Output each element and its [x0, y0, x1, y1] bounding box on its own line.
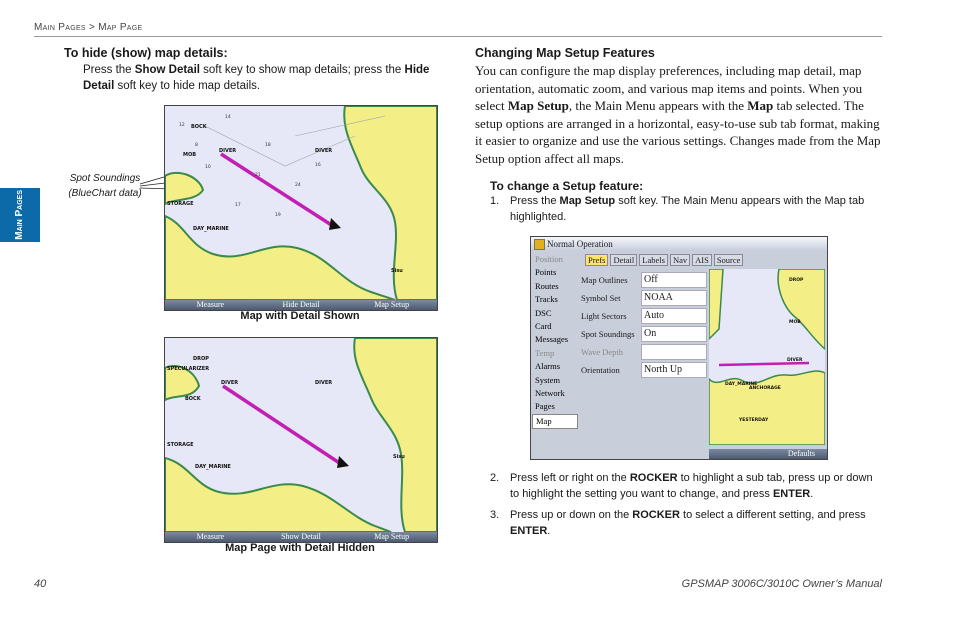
tab-detail[interactable]: Detail	[610, 254, 637, 266]
svg-text:DROP: DROP	[193, 356, 209, 362]
menu-item-system[interactable]: System	[535, 374, 561, 385]
side-tab-label: Main Pages	[14, 190, 25, 240]
map1-caption: Map with Detail Shown	[240, 310, 360, 322]
svg-text:BOCK: BOCK	[191, 124, 207, 130]
setup-intro-paragraph: You can configure the map display preferences, including map detail, map orientation, automatic zoom, and various map items and points. When you select Map Setup, the Main Menu appears with the Map tab selected. The setup options are arranged in a horizontal, easy-to-use sub tab format, making it easier to organize and use the various settings. Changes made from the Map Setup option affect all maps.	[475, 63, 881, 166]
menu-item-tracks[interactable]: Tracks	[535, 294, 558, 305]
map-setup-softkey[interactable]: Map Setup	[374, 300, 410, 309]
hide-show-heading: To hide (show) map details:	[64, 46, 228, 60]
svg-text:12: 12	[179, 123, 185, 128]
chart-map-1	[165, 106, 437, 300]
setting-orientation[interactable]: Orientation North Up	[579, 362, 707, 378]
svg-text:DAY_MARINE: DAY_MARINE	[193, 226, 229, 232]
svg-text:STORAGE: STORAGE	[167, 201, 194, 207]
measure-softkey[interactable]: Measure	[196, 532, 225, 541]
svg-text:DIVER: DIVER	[221, 380, 239, 386]
tab-ais[interactable]: AIS	[692, 254, 712, 266]
step-2: 2. Press left or right on the ROCKER to highlight a sub tab, press up or down to highlight the setting you want to change, and press ENTER.	[490, 472, 873, 500]
setting-spot-soundings[interactable]: Spot Soundings On	[579, 326, 707, 342]
map-detail-hidden[interactable]	[164, 337, 438, 543]
main-menu-list	[532, 253, 578, 429]
svg-text:DIVER: DIVER	[315, 380, 333, 386]
menu-item-dsc[interactable]: DSC	[535, 307, 552, 318]
menu-item-card[interactable]: Card	[535, 320, 552, 331]
manual-title: GPSMAP 3006C/3010C Owner’s Manual	[681, 578, 882, 590]
menu-item-pages[interactable]: Pages	[535, 401, 555, 412]
map2-softkeys	[165, 532, 437, 542]
hide-detail-softkey[interactable]: Hide Detail	[282, 300, 320, 309]
menu-item-alarms[interactable]: Alarms	[535, 361, 561, 372]
step-1: 1. Press the Map Setup soft key. The Main Menu appears with the Map tab highlighted.	[490, 195, 865, 223]
measure-softkey[interactable]: Measure	[196, 300, 225, 309]
setup-map-preview	[709, 269, 825, 445]
menu-item-network[interactable]: Network	[535, 387, 565, 398]
svg-text:DROP: DROP	[789, 278, 804, 283]
svg-text:19: 19	[275, 213, 281, 218]
svg-text:16: 16	[315, 163, 321, 168]
tab-source[interactable]: Source	[714, 254, 744, 266]
tab-labels[interactable]: Labels	[639, 254, 668, 266]
svg-text:BOCK: BOCK	[185, 396, 201, 402]
changing-setup-heading: Changing Map Setup Features	[475, 46, 655, 60]
setup-tabs	[585, 254, 745, 266]
show-detail-softkey[interactable]: Show Detail	[281, 532, 321, 541]
menu-item-messages[interactable]: Messages	[535, 334, 569, 345]
svg-text:24: 24	[295, 183, 301, 188]
map1-softkeys	[165, 300, 437, 310]
svg-text:Sisu: Sisu	[393, 454, 405, 460]
svg-text:ANCHORAGE: ANCHORAGE	[749, 386, 781, 391]
change-setup-subheading: To change a Setup feature:	[490, 179, 644, 193]
svg-text:18: 18	[265, 143, 271, 148]
svg-text:MOB: MOB	[789, 320, 801, 325]
hide-show-paragraph: Press the Show Detail soft key to show map details; press the Hide Detail soft key to hide map details.	[83, 64, 430, 92]
svg-text:8: 8	[195, 143, 198, 148]
tab-nav[interactable]: Nav	[670, 254, 690, 266]
tab-prefs[interactable]: Prefs	[585, 254, 608, 266]
map2-caption: Map Page with Detail Hidden	[225, 542, 375, 554]
setting-wave-depth[interactable]: Wave Depth	[579, 344, 707, 360]
svg-text:YESTERDAY: YESTERDAY	[739, 418, 769, 423]
menu-item-points[interactable]: Points	[535, 267, 557, 278]
svg-text:DAY_MARINE: DAY_MARINE	[725, 382, 758, 387]
svg-text:21: 21	[255, 173, 261, 178]
page-number: 40	[34, 578, 47, 590]
screen-title-bar: Normal Operation	[531, 237, 827, 251]
menu-item-temp[interactable]: Temp	[535, 347, 555, 358]
map-setup-softkey[interactable]: Map Setup	[374, 532, 410, 541]
setting-symbol-set[interactable]: Symbol Set NOAA	[579, 290, 707, 306]
svg-text:10: 10	[205, 165, 211, 170]
svg-text:17: 17	[235, 203, 241, 208]
svg-text:STORAGE: STORAGE	[167, 442, 194, 448]
map-setup-screen[interactable]	[530, 236, 828, 460]
svg-text:SPECULARIZER: SPECULARIZER	[167, 366, 210, 372]
menu-item-position[interactable]: Position	[535, 254, 563, 264]
svg-text:DIVER: DIVER	[315, 148, 333, 154]
map-with-detail[interactable]	[164, 105, 438, 311]
callout-label: Spot Soundings (BlueChart data)	[68, 173, 142, 199]
svg-text:MOB: MOB	[183, 152, 197, 158]
menu-icon	[534, 239, 545, 250]
setting-map-outlines[interactable]: Map Outlines Off	[579, 272, 707, 288]
svg-text:DIVER: DIVER	[787, 358, 803, 363]
svg-text:DIVER: DIVER	[219, 148, 237, 154]
defaults-softkey[interactable]: Defaults	[709, 449, 827, 459]
menu-item-routes[interactable]: Routes	[535, 280, 559, 291]
step-3: 3. Press up or down on the ROCKER to select a different setting, and press ENTER.	[490, 509, 866, 537]
setting-light-sectors[interactable]: Light Sectors Auto	[579, 308, 707, 324]
svg-text:DAY_MARINE: DAY_MARINE	[195, 464, 231, 470]
svg-text:14: 14	[225, 115, 231, 120]
chart-map-2	[165, 338, 437, 532]
breadcrumb: Main Pages > Map Page	[34, 22, 143, 33]
menu-item-map[interactable]: Map	[532, 414, 578, 429]
svg-text:Sisu: Sisu	[391, 268, 403, 274]
